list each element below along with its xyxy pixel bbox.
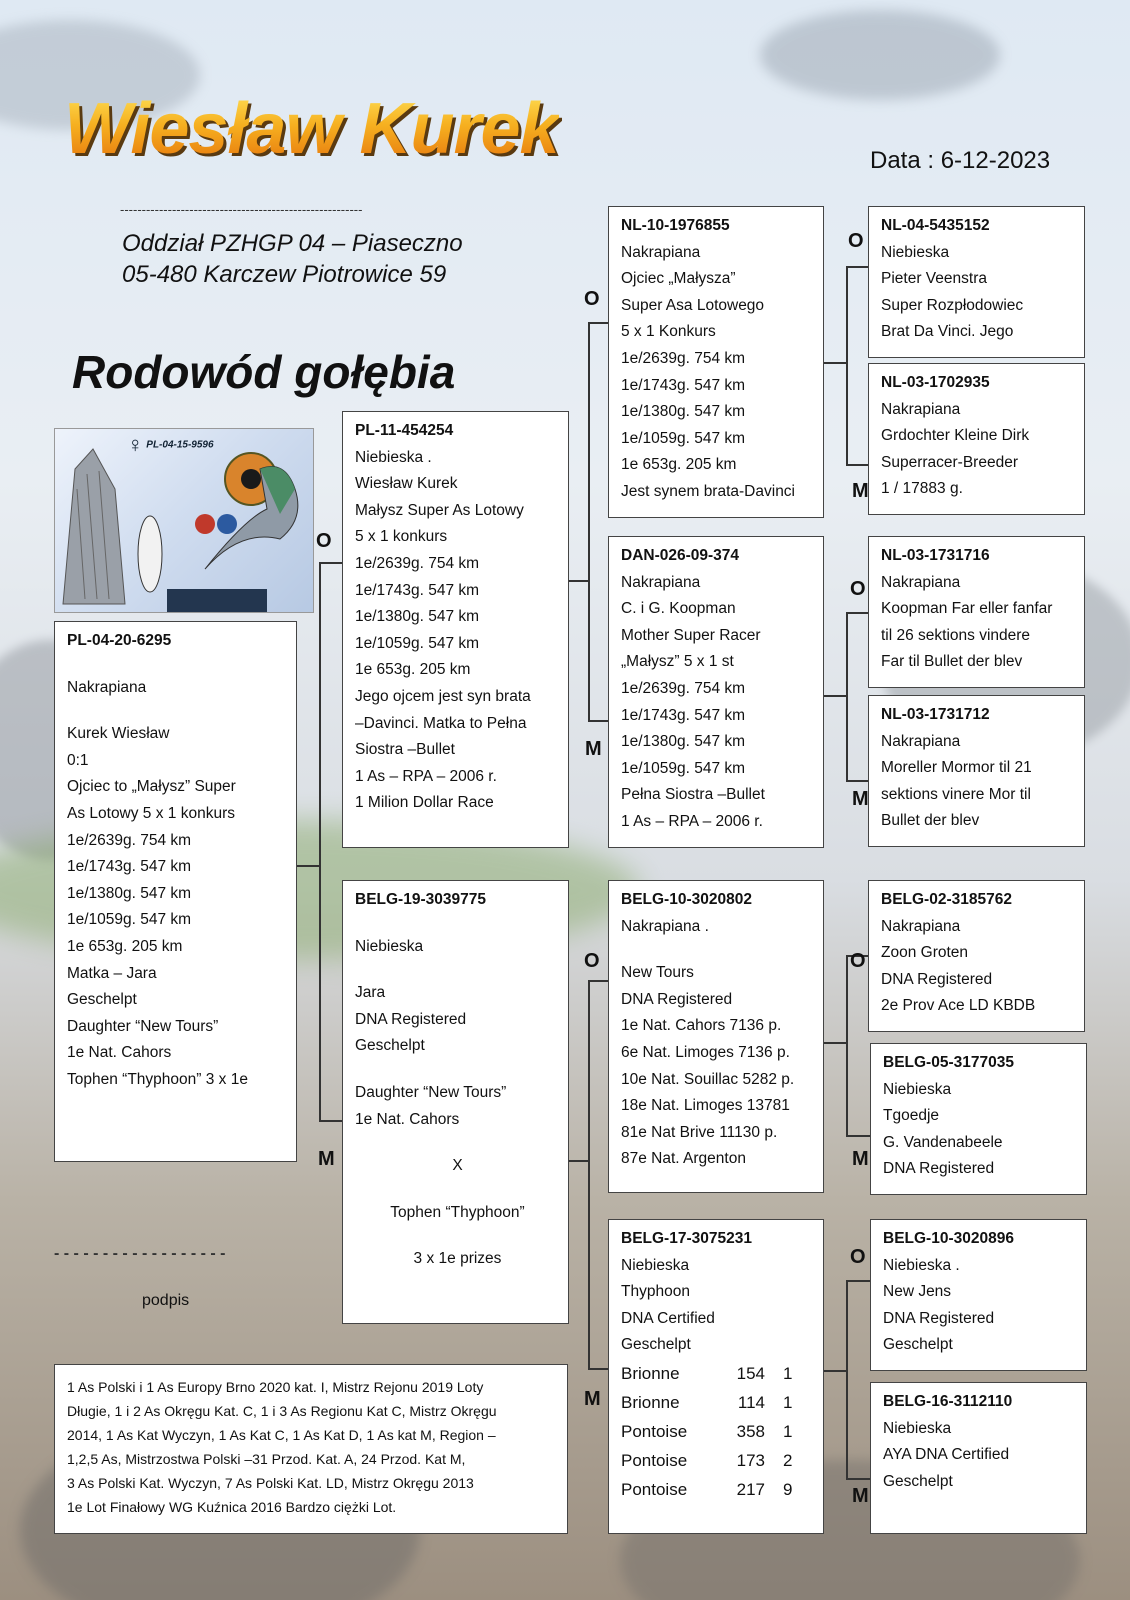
card-line: Mother Super Racer: [621, 626, 761, 644]
card-line: New Tours: [621, 964, 694, 982]
document-subtitle: Rodowód gołębia: [72, 346, 456, 398]
trophy-icon: [138, 516, 162, 592]
grandsire-maternal-card: [608, 880, 824, 1193]
card-line: 1e/2639g. 754 km: [355, 554, 480, 572]
card-line: 1 As – RPA – 2006 r.: [355, 767, 497, 785]
connector-line: [846, 464, 868, 466]
great-grandparent-card: [868, 880, 1085, 1032]
connector-line: [846, 1280, 870, 1282]
card-line: Grdochter Kleine Dirk: [881, 427, 1030, 445]
card-line: 10e Nat. Souillac 5282 p.: [621, 1070, 795, 1088]
card-line: Geschelpt: [621, 1336, 691, 1354]
card-line: Niebieska .: [355, 448, 432, 466]
sire-card: [342, 411, 569, 848]
card-line: Far til Bullet der blev: [881, 653, 1023, 671]
card-line: –Davinci. Matka to Pełna: [355, 714, 527, 732]
race-birds: 217: [736, 1479, 765, 1499]
pedigree-date: Data : 6-12-2023: [870, 147, 1051, 174]
race-birds: 114: [737, 1392, 765, 1412]
card-line: „Małysz” 5 x 1 st: [621, 653, 734, 671]
card-line: Geschelpt: [883, 1472, 953, 1490]
connector-line: [846, 266, 848, 466]
connector-line: [588, 720, 608, 722]
address-separator: --------------------------------------------------------: [120, 202, 363, 217]
card-line: sektions vinere Mor til: [881, 785, 1031, 803]
card-line: Jest synem brata-Davinci: [621, 482, 796, 500]
connector-line: [569, 1160, 588, 1162]
card-line: 2014, 1 As Kat Wyczyn, 1 As Kat C, 1 As Kat D, 1 As kat M, Region –: [67, 1427, 496, 1443]
race-location: Pontoise: [621, 1421, 688, 1441]
connector-line: [824, 695, 846, 697]
connector-line: [824, 1370, 846, 1372]
card-line: Nakrapiana: [881, 732, 961, 750]
ring-number: NL-03-1731716: [881, 547, 990, 564]
card-line: DNA Registered: [881, 970, 993, 988]
card-line: 5 x 1 konkurs: [355, 528, 448, 546]
card-line: [67, 701, 288, 721]
card-line: 1 As – RPA – 2006 r.: [621, 812, 763, 830]
connector-line: [846, 612, 848, 782]
father-marker: O: [848, 230, 864, 252]
ring-number: DAN-026-09-374: [621, 547, 740, 564]
connector-line: [319, 1120, 342, 1122]
card-line: 6e Nat. Limoges 7136 p.: [621, 1043, 790, 1061]
connector-line: [297, 865, 319, 867]
card-line: Wiesław Kurek: [355, 475, 458, 493]
card-line: Geschelpt: [355, 1037, 425, 1055]
card-line: Nakrapiana: [621, 573, 701, 591]
ring-number: NL-10-1976855: [621, 217, 730, 234]
card-line: 1e/2639g. 754 km: [621, 679, 746, 697]
race-location: Pontoise: [621, 1479, 688, 1499]
card-line: Niebieska: [355, 937, 424, 955]
great-grandparent-card: [870, 1219, 1087, 1371]
card-line: Super Rozpłodowiec: [881, 296, 1024, 314]
connector-line: [588, 1368, 608, 1370]
race-location: Pontoise: [621, 1450, 688, 1470]
card-line: 1,2,5 As, Mistrzostwa Polski –31 Przod. Kat. A, 24 Przod. Kat M,: [67, 1451, 466, 1467]
card-line: 1e Nat. Cahors: [355, 1110, 460, 1128]
connector-line: [824, 1042, 846, 1044]
card-line: Super Asa Lotowego: [621, 296, 765, 314]
card-line: [67, 655, 288, 675]
address-line: 05-480 Karczew Piotrowice 59: [122, 261, 447, 288]
card-line: Jego ojcem jest syn brata: [355, 687, 531, 705]
great-grandparent-card: [870, 1043, 1087, 1195]
card-line: DNA Certified: [621, 1309, 715, 1327]
great-grandparent-card: [868, 536, 1085, 688]
father-marker: O: [316, 530, 332, 552]
mother-marker: M: [584, 1388, 601, 1410]
connector-line: [588, 980, 590, 1370]
race-birds: 154: [736, 1363, 765, 1383]
card-line: 1e/1380g. 547 km: [621, 403, 746, 421]
card-line: Tgoedje: [883, 1107, 940, 1125]
connector-line: [846, 955, 848, 1137]
card-line: 1e/2639g. 754 km: [67, 831, 192, 849]
mother-marker: M: [852, 788, 869, 810]
card-line: As Lotowy 5 x 1 konkurs: [67, 804, 235, 822]
mother-marker: M: [852, 480, 869, 502]
mother-marker: M: [585, 738, 602, 760]
race-location: Brionne: [621, 1363, 680, 1383]
card-line: [355, 1060, 560, 1080]
card-line: Kurek Wiesław: [67, 725, 170, 743]
connector-line: [846, 266, 868, 268]
race-birds: 173: [736, 1450, 765, 1470]
father-marker: O: [584, 950, 600, 972]
card-line: [355, 960, 560, 980]
card-line: Nakrapiana: [67, 678, 147, 696]
great-grandparent-card: [870, 1382, 1087, 1534]
ring-number: NL-03-1731712: [881, 706, 990, 723]
connector-line: [846, 1478, 870, 1480]
connector-line: [846, 780, 868, 782]
card-line: DNA Registered: [883, 1160, 995, 1178]
card-line: Nakrapiana: [881, 400, 961, 418]
card-line: DNA Registered: [621, 990, 733, 1008]
photo-ring-number: PL-04-15-9596: [146, 439, 214, 451]
connector-line: [846, 1135, 870, 1137]
race-result-row: [621, 1446, 815, 1475]
pigeon-pupil-icon: [241, 469, 261, 489]
card-line: 0:1: [67, 751, 89, 769]
card-line: Niebieska: [881, 243, 950, 261]
grandsire-paternal-card: [608, 206, 824, 518]
card-line: Thyphoon: [621, 1283, 690, 1301]
card-line: Niebieska .: [883, 1256, 960, 1274]
race-place: 2: [783, 1450, 793, 1470]
card-line: 1 / 17883 g.: [881, 480, 963, 498]
card-line: Niebieska: [621, 1256, 690, 1274]
card-line: 1e Nat. Cahors: [67, 1044, 172, 1062]
photo-caption-strip: [167, 589, 267, 612]
mother-marker: M: [318, 1148, 335, 1170]
connector-line: [569, 580, 588, 582]
ring-number: PL-11-454254: [355, 422, 454, 439]
card-line: 1e/1059g. 547 km: [621, 759, 746, 777]
card-line: Koopman Far eller fanfar: [881, 600, 1053, 618]
ring-number: BELG-10-3020802: [621, 891, 752, 908]
card-line: 1e 653g. 205 km: [621, 456, 737, 474]
dam-card: [342, 880, 569, 1324]
card-line: 1e/1743g. 547 km: [355, 581, 480, 599]
card-line: 1e/1743g. 547 km: [621, 376, 746, 394]
ring-number: BELG-19-3039775: [355, 891, 486, 908]
ring-number: BELG-17-3075231: [621, 1230, 752, 1247]
great-grandparent-card: [868, 206, 1085, 358]
ring-number: BELG-05-3177035: [883, 1054, 1014, 1071]
card-line: 5 x 1 Konkurs: [621, 323, 716, 341]
card-line: [355, 1226, 560, 1246]
address-line: Oddział PZHGP 04 – Piaseczno: [122, 230, 463, 257]
card-line: [355, 1180, 560, 1200]
card-line: Niebieska: [883, 1080, 952, 1098]
race-result-row: [621, 1388, 815, 1417]
female-symbol-icon: ♀: [127, 432, 144, 457]
signature-label: podpis: [142, 1292, 190, 1309]
card-line: Małysz Super As Lotowy: [355, 501, 524, 519]
card-line: 87e Nat. Argenton: [621, 1150, 746, 1168]
card-line: 1e/1059g. 547 km: [621, 429, 746, 447]
father-marker: O: [850, 950, 866, 972]
card-line: AYA DNA Certified: [883, 1446, 1010, 1464]
card-line: Ojciec to „Małysz” Super: [67, 778, 236, 796]
card-line: Brat Da Vinci. Jego: [881, 323, 1014, 341]
race-place: 1: [783, 1392, 793, 1412]
card-line: Daughter “New Tours”: [355, 1083, 507, 1101]
card-line: Niebieska: [883, 1419, 952, 1437]
card-line: 3 x 1e prizes: [413, 1250, 502, 1268]
ring-number: BELG-16-3112110: [883, 1393, 1013, 1410]
medal-icon: [195, 514, 215, 534]
card-line: 18e Nat. Limoges 13781: [621, 1097, 790, 1115]
card-line: Siostra –Bullet: [355, 741, 455, 759]
race-location: Brionne: [621, 1392, 680, 1412]
card-line: 1 As Polski i 1 As Europy Brno 2020 kat. I, Mistrz Rejonu 2019 Loty: [67, 1379, 484, 1395]
card-line: 1e 653g. 205 km: [355, 661, 471, 679]
connector-line: [588, 322, 590, 722]
connector-line: [319, 562, 321, 1122]
wing-icon: [63, 449, 125, 604]
race-place: 9: [783, 1479, 793, 1499]
mother-marker: M: [852, 1148, 869, 1170]
race-place: 1: [783, 1421, 793, 1441]
card-line: Nakrapiana: [621, 243, 701, 261]
race-birds: 358: [736, 1421, 765, 1441]
card-line: Geschelpt: [67, 991, 137, 1009]
card-line: DNA Registered: [355, 1010, 467, 1028]
card-line: Pieter Veenstra: [881, 270, 987, 288]
card-line: 81e Nat Brive 11130 p.: [621, 1123, 778, 1141]
card-line: Superracer-Breeder: [881, 453, 1018, 471]
card-line: Matka – Jara: [67, 964, 157, 982]
card-line: Moreller Mormor til 21: [881, 759, 1032, 777]
card-line: Nakrapiana: [881, 917, 961, 935]
card-line: 2e Prov Ace LD KBDB: [881, 997, 1036, 1015]
breeder-title: Wiesław Kurek: [64, 89, 559, 169]
race-result-row: [621, 1359, 815, 1388]
card-line: 1e/1380g. 547 km: [621, 733, 746, 751]
card-line: Nakrapiana: [881, 573, 961, 591]
connector-line: [846, 1280, 848, 1480]
connector-line: [846, 612, 868, 614]
card-line: Pełna Siostra –Bullet: [621, 786, 765, 804]
card-line: Tophen “Thyphoon” 3 x 1e: [67, 1070, 248, 1088]
achievements-notes: [54, 1364, 568, 1534]
card-line: Bullet der blev: [881, 812, 980, 830]
card-line: 1e/2639g. 754 km: [621, 349, 746, 367]
great-grandparent-card: [868, 695, 1085, 847]
card-line: Zoon Groten: [881, 944, 969, 962]
card-line: 3 As Polski Kat. Wyczyn, 7 As Polski Kat. LD, Mistrz Okręgu 2013: [67, 1475, 474, 1491]
race-result-row: [621, 1475, 815, 1504]
background-pigeon: [760, 10, 1000, 100]
father-marker: O: [850, 578, 866, 600]
race-place: 1: [783, 1363, 793, 1383]
card-line: 1e/1380g. 547 km: [355, 608, 480, 626]
card-line: X: [452, 1157, 463, 1175]
branch-address: [122, 228, 463, 290]
card-line: Tophen “Thyphoon”: [390, 1203, 525, 1221]
card-line: Jara: [355, 984, 386, 1002]
card-line: 1e Nat. Cahors 7136 p.: [621, 1017, 782, 1035]
father-marker: O: [850, 1246, 866, 1268]
card-line: 1e/1380g. 547 km: [67, 884, 192, 902]
card-line: [621, 940, 815, 960]
card-line: [355, 914, 560, 934]
card-line: 1e Lot Finałowy WG Kuźnica 2016 Bardzo ciężki Lot.: [67, 1499, 397, 1515]
ring-number: BELG-10-3020896: [883, 1230, 1014, 1247]
card-line: 1e/1743g. 547 km: [621, 706, 746, 724]
card-line: Daughter “New Tours”: [67, 1017, 219, 1035]
card-line: Ojciec „Małysza”: [621, 270, 736, 288]
connector-line: [319, 562, 342, 564]
card-line: 1e 653g. 205 km: [67, 937, 183, 955]
ring-number: NL-04-5435152: [881, 217, 990, 234]
ring-number: PL-04-20-6295: [67, 632, 172, 649]
card-line: DNA Registered: [883, 1309, 995, 1327]
card-line: til 26 sektions vindere: [881, 626, 1031, 644]
connector-line: [588, 980, 608, 982]
card-line: New Jens: [883, 1283, 952, 1301]
race-result-row: [621, 1417, 815, 1446]
card-line: 1 Milion Dollar Race: [355, 794, 494, 812]
card-line: 1e/1059g. 547 km: [67, 911, 192, 929]
card-line: [355, 1133, 560, 1153]
father-marker: O: [584, 288, 600, 310]
connector-line: [824, 362, 846, 364]
card-line: 1e/1743g. 547 km: [67, 858, 192, 876]
granddam-maternal-card: [608, 1219, 824, 1534]
signature-line: - - - - - - - - - - - - - - - - - -: [54, 1245, 226, 1262]
ring-number: NL-03-1702935: [881, 374, 990, 391]
ring-number: BELG-02-3185762: [881, 891, 1012, 908]
card-line: Geschelpt: [883, 1336, 953, 1354]
subject-pigeon-card: [54, 621, 297, 1162]
card-line: Nakrapiana .: [621, 917, 709, 935]
medal-icon: [217, 514, 237, 534]
mother-marker: M: [852, 1485, 869, 1507]
card-line: Długie, 1 i 2 As Okręgu Kat. C, 1 i 3 As Regionu Kat C, Mistrz Okręgu: [67, 1403, 497, 1419]
pigeon-photo: [54, 428, 314, 613]
card-line: G. Vandenabeele: [883, 1133, 1003, 1151]
card-line: C. i G. Koopman: [621, 600, 736, 618]
pigeon-illustration: [55, 429, 313, 612]
card-line: 1e/1059g. 547 km: [355, 634, 480, 652]
great-grandparent-card: [868, 363, 1085, 515]
granddam-paternal-card: [608, 536, 824, 848]
connector-line: [588, 322, 608, 324]
